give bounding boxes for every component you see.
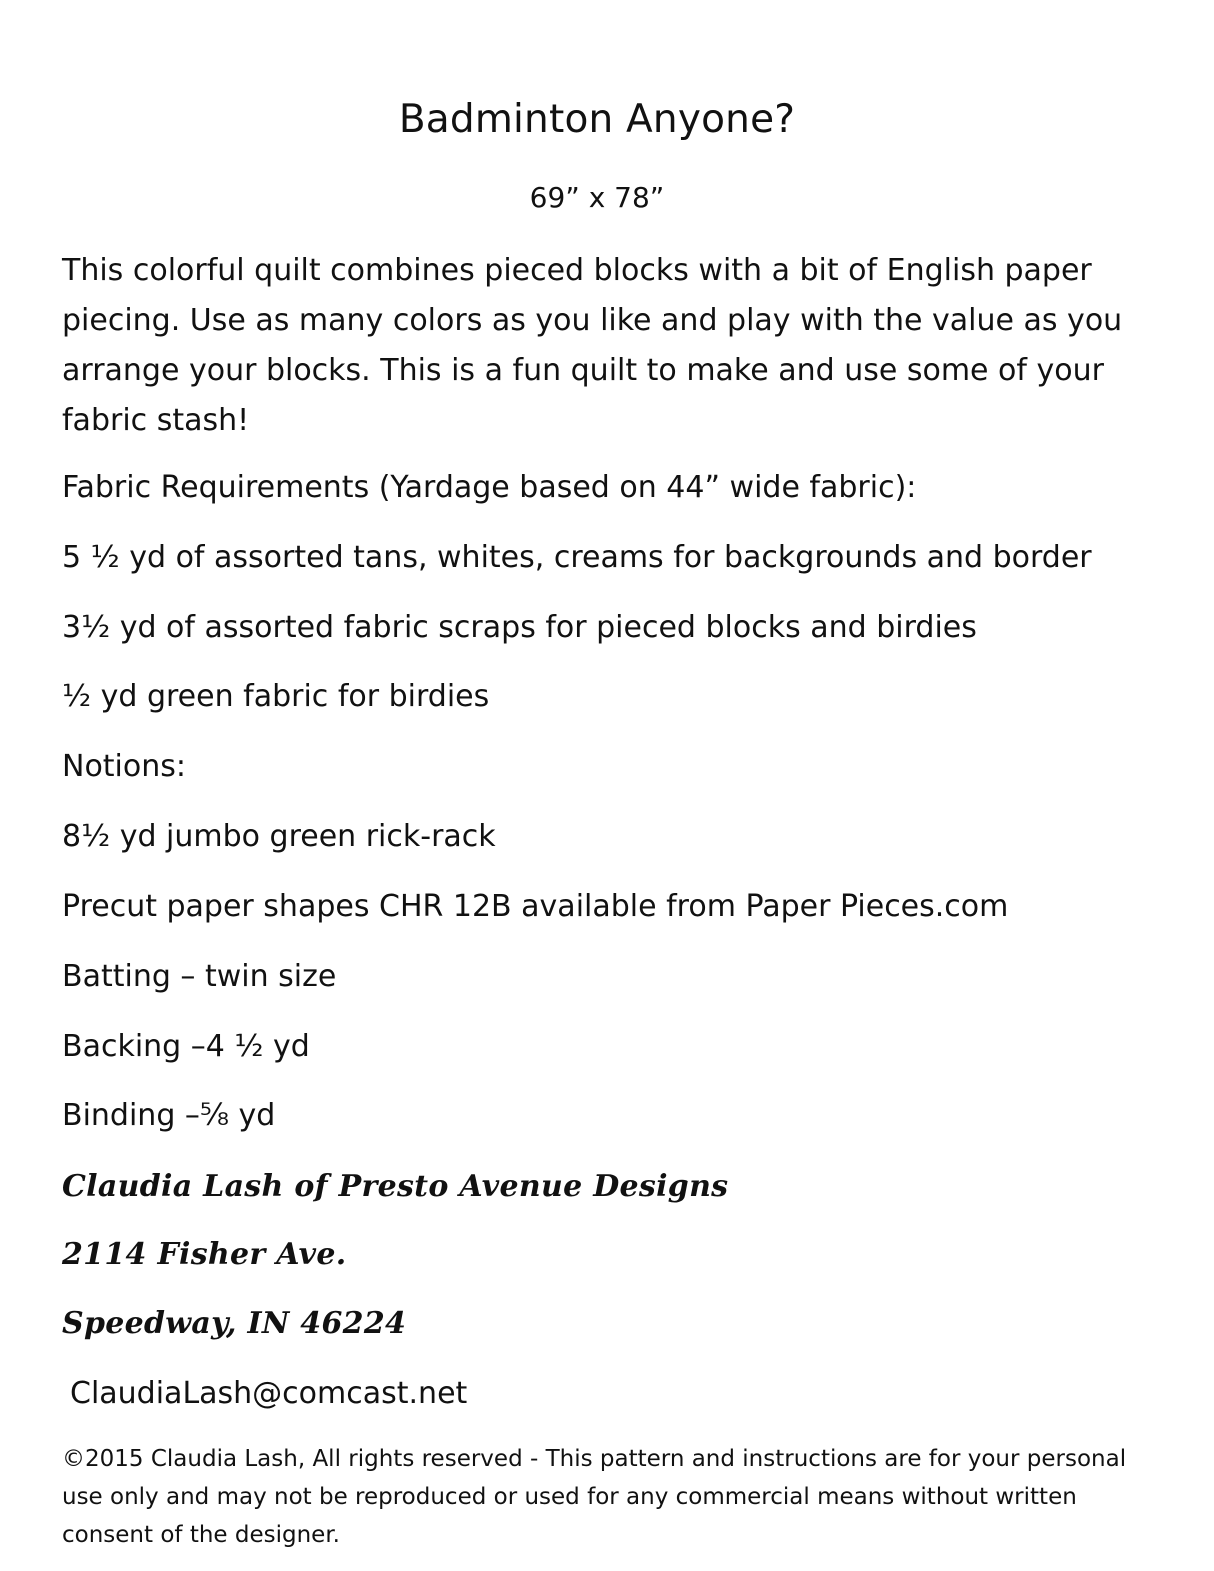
fabric-item-green: ½ yd green fabric for birdies [62,679,490,714]
designer-name: Claudia Lash of Presto Avenue Designs [62,1169,729,1204]
notion-item-backing: Backing –4 ½ yd [62,1029,310,1064]
fabric-requirements-heading: Fabric Requirements (Yardage based on 44” wide fabric): [62,470,917,505]
designer-email: ClaudiaLash@comcast.net [70,1376,468,1411]
notion-item-rick-rack: 8½ yd jumbo green rick-rack [62,819,496,854]
fabric-item-scraps: 3½ yd of assorted fabric scraps for pieced blocks and birdies [62,610,977,645]
fabric-item-backgrounds: 5 ½ yd of assorted tans, whites, creams for backgrounds and border [62,540,1092,575]
designer-street: 2114 Fisher Ave. [62,1237,347,1272]
page-title: Badminton Anyone? [398,97,796,142]
notions-heading: Notions: [62,749,186,784]
intro-paragraph: This colorful quilt combines pieced blocks with a bit of English paper piecing. Use as many colors as you like and play with the value as you arrange your blocks. This is a fun quilt to make and use some of your fabric stash! [62,253,1123,438]
quilt-dimensions: 69” x 78” [529,181,665,214]
notion-item-paper-shapes: Precut paper shapes CHR 12B available from Paper Pieces.com [62,889,1009,924]
copyright-notice: ©2015 Claudia Lash, All rights reserved - This pattern and instructions are for your personal use only and may not be reproduced or used for any commercial means without written consent of the designer. [62,1446,1127,1548]
notion-item-batting: Batting – twin size [62,959,337,994]
designer-city: Speedway, IN 46224 [62,1306,407,1341]
notion-item-binding: Binding –⅝ yd [62,1098,276,1133]
